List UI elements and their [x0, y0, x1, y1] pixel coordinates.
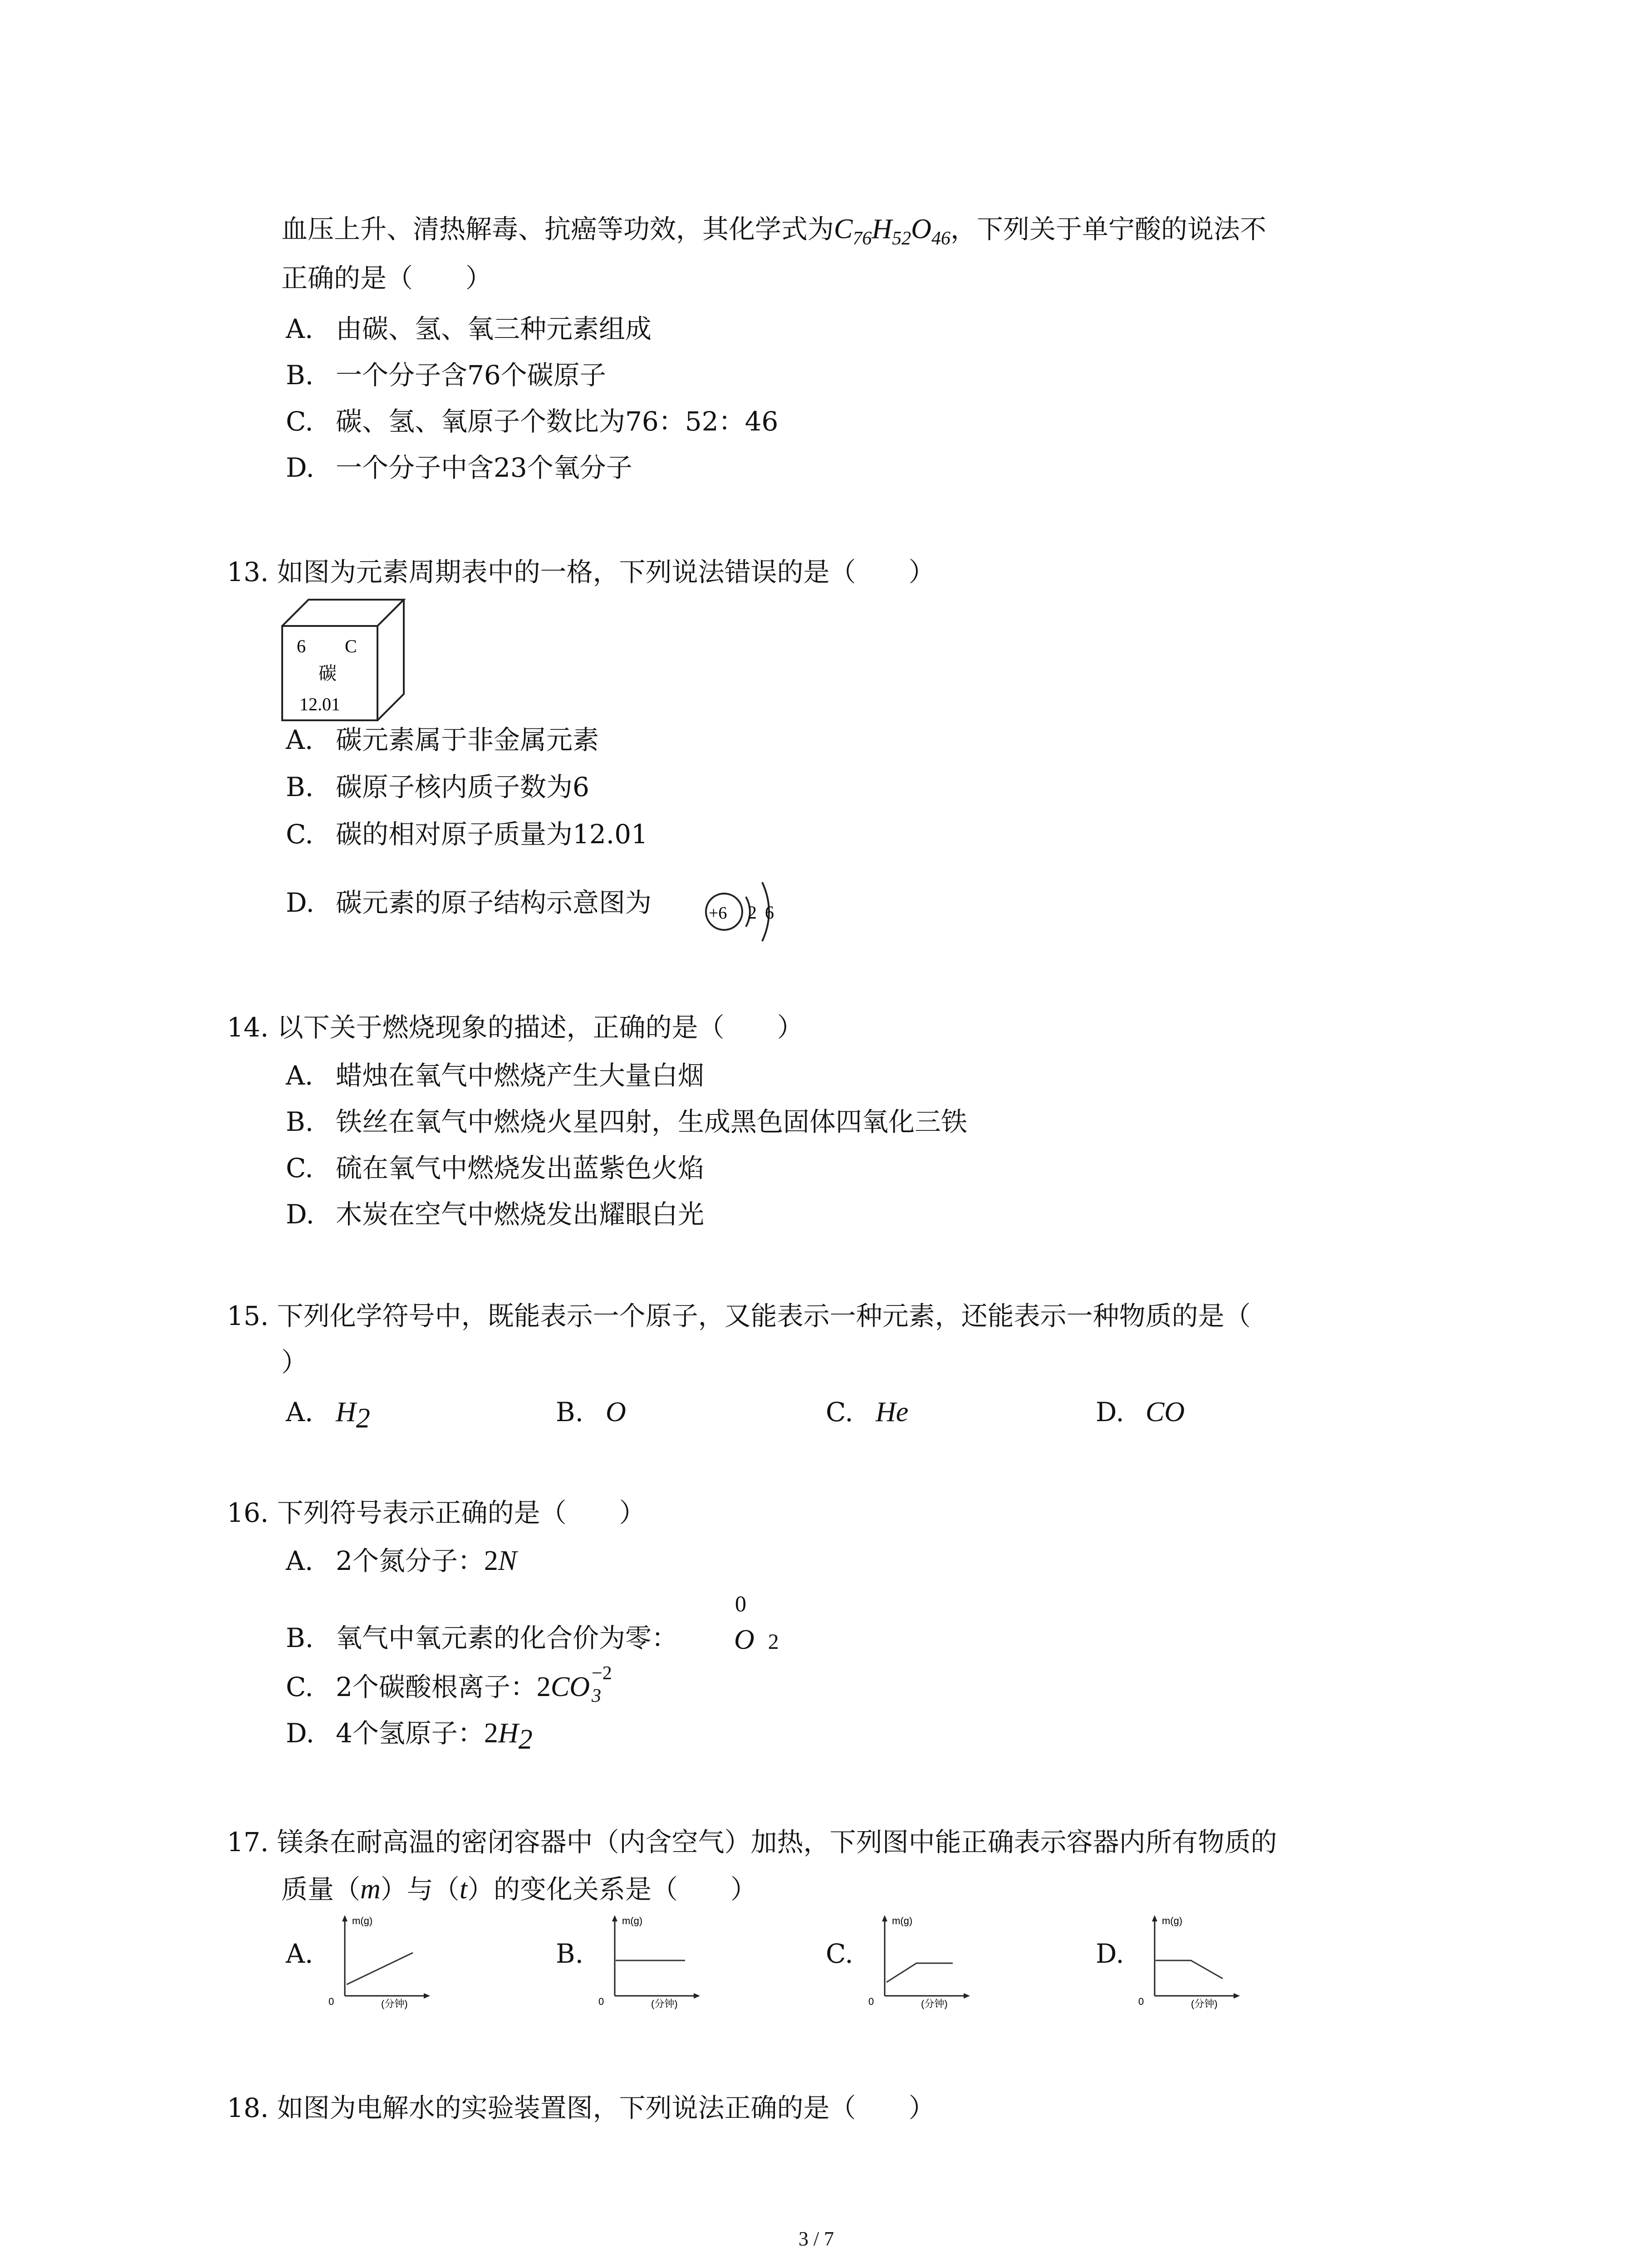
svg-text:m(g): m(g) — [892, 1915, 913, 1926]
q17-graph-d-curve — [1156, 1960, 1223, 1979]
q13-option-d: D. 碳元素的原子结构示意图为 — [286, 887, 652, 918]
q16-option-c: C. 2个碳酸根离子：2CO −2 3 — [286, 1662, 612, 1706]
q12-option-d: D. 一个分子中含23个氧分子 — [286, 452, 632, 483]
q12-option-b: B. 一个分子含76个碳原子 — [286, 360, 606, 391]
svg-text:(分钟): (分钟) — [651, 1998, 678, 2009]
q15-stem-line1: 15. 下列化学符号中，既能表示一个原子，又能表示一种元素，还能表示一种物质的是（ — [227, 1300, 1251, 1331]
q17-graph-b — [597, 1910, 705, 2009]
q13-option-a: A. 碳元素属于非金属元素 — [286, 724, 599, 755]
q15-option-a: A. $H_2$ — [286, 1397, 370, 1434]
q13-option-c: C. 碳的相对原子质量为12.01 — [286, 819, 648, 850]
q14-option-c: C. 硫在氧气中燃烧发出蓝紫色火焰 — [286, 1153, 705, 1183]
cell-name: 碳 — [318, 663, 337, 684]
q15-option-c: C. He — [826, 1397, 909, 1427]
svg-text:m(g): m(g) — [1162, 1915, 1183, 1926]
q15-stem-line2: ） — [281, 1347, 308, 1378]
q16-stem: 16. 下列符号表示正确的是（ ） — [227, 1497, 646, 1528]
cell-mass: 12.01 — [299, 694, 340, 714]
svg-text:(分钟): (分钟) — [381, 1998, 408, 2009]
q15-option-b: B. O — [556, 1397, 626, 1427]
q12-line2: 正确的是（ ） — [281, 263, 492, 293]
q16-option-a: A. 2个氮分子：2N — [286, 1545, 517, 1576]
q12-option-c: C. 碳、氢、氧原子个数比为76：52：46 — [286, 406, 779, 437]
atom-shell-2-electrons: 6 — [765, 902, 774, 923]
cell-number: 6 — [297, 636, 306, 656]
svg-text:m(g): m(g) — [622, 1915, 643, 1926]
svg-text:(分钟): (分钟) — [1191, 1998, 1218, 2009]
q14-option-d: D. 木炭在空气中燃烧发出耀眼白光 — [286, 1199, 705, 1230]
svg-text:0: 0 — [1138, 1996, 1144, 2007]
q17-option-c-label: C. — [826, 1938, 853, 1969]
q17-option-d-label: D. — [1096, 1938, 1124, 1969]
q12-option-a: A. 由碳、氢、氧三种元素组成 — [286, 313, 652, 344]
q14-option-a: A. 蜡烛在氧气中燃烧产生大量白烟 — [286, 1060, 705, 1091]
carbon-atom-structure-diagram — [699, 864, 789, 959]
q16-oxygen-symbol: O 2 — [734, 1624, 779, 1655]
q17-graph-a-curve — [347, 1953, 413, 1984]
q13-stem: 13. 如图为元素周期表中的一格，下列说法错误的是（ ） — [227, 557, 935, 587]
q12-formula: $C_{76}H_{52}O_{46}$ — [834, 214, 950, 249]
svg-text:m(g): m(g) — [352, 1915, 373, 1926]
q17-option-b-label: B. — [556, 1938, 584, 1969]
q16-option-d: D. 4个氢原子：$2H_2$ — [286, 1718, 533, 1755]
q17-graph-d — [1136, 1910, 1245, 2009]
q12-line1: 血压上升、清热解毒、抗癌等功效，其化学式为$C_{76}H_{52}O_{46}$，下列关于单宁酸的说法不 — [281, 214, 1266, 249]
q13-option-b: B. 碳原子核内质子数为6 — [286, 772, 589, 802]
svg-text:0: 0 — [868, 1996, 874, 2007]
q17-stem-line2: 质量（m）与（t）的变化关系是（ ） — [281, 1874, 757, 1905]
atom-nucleus-charge: +6 — [709, 904, 727, 923]
atom-shell-1-electrons: 2 — [748, 902, 757, 923]
svg-text:(分钟): (分钟) — [921, 1998, 948, 2009]
q17-graph-c-curve — [887, 1963, 953, 1982]
q15-option-d: D. CO — [1096, 1397, 1185, 1427]
q17-stem-line1: 17. 镁条在耐高温的密闭容器中（内含空气）加热，下列图中能正确表示容器内所有物质的 — [227, 1827, 1277, 1857]
q14-stem: 14. 以下关于燃烧现象的描述，正确的是（ ） — [227, 1012, 803, 1043]
q18-stem: 18. 如图为电解水的实验装置图，下列说法正确的是（ ） — [227, 2092, 935, 2123]
q16-valence-mark: 0 — [735, 1591, 746, 1616]
svg-text:0: 0 — [328, 1996, 334, 2007]
q16-option-b: B. 氧气中氧元素的化合价为零： — [286, 1623, 678, 1653]
periodic-table-cell — [281, 599, 408, 721]
svg-text:0: 0 — [598, 1996, 604, 2007]
cell-symbol: C — [345, 636, 357, 656]
page-number: 3 / 7 — [798, 2228, 834, 2250]
q17-graph-c — [867, 1910, 975, 2009]
q17-option-a-label: A. — [286, 1938, 314, 1969]
q17-graph-a — [327, 1910, 436, 2009]
q14-option-b: B. 铁丝在氧气中燃烧火星四射，生成黑色固体四氧化三铁 — [286, 1106, 968, 1137]
